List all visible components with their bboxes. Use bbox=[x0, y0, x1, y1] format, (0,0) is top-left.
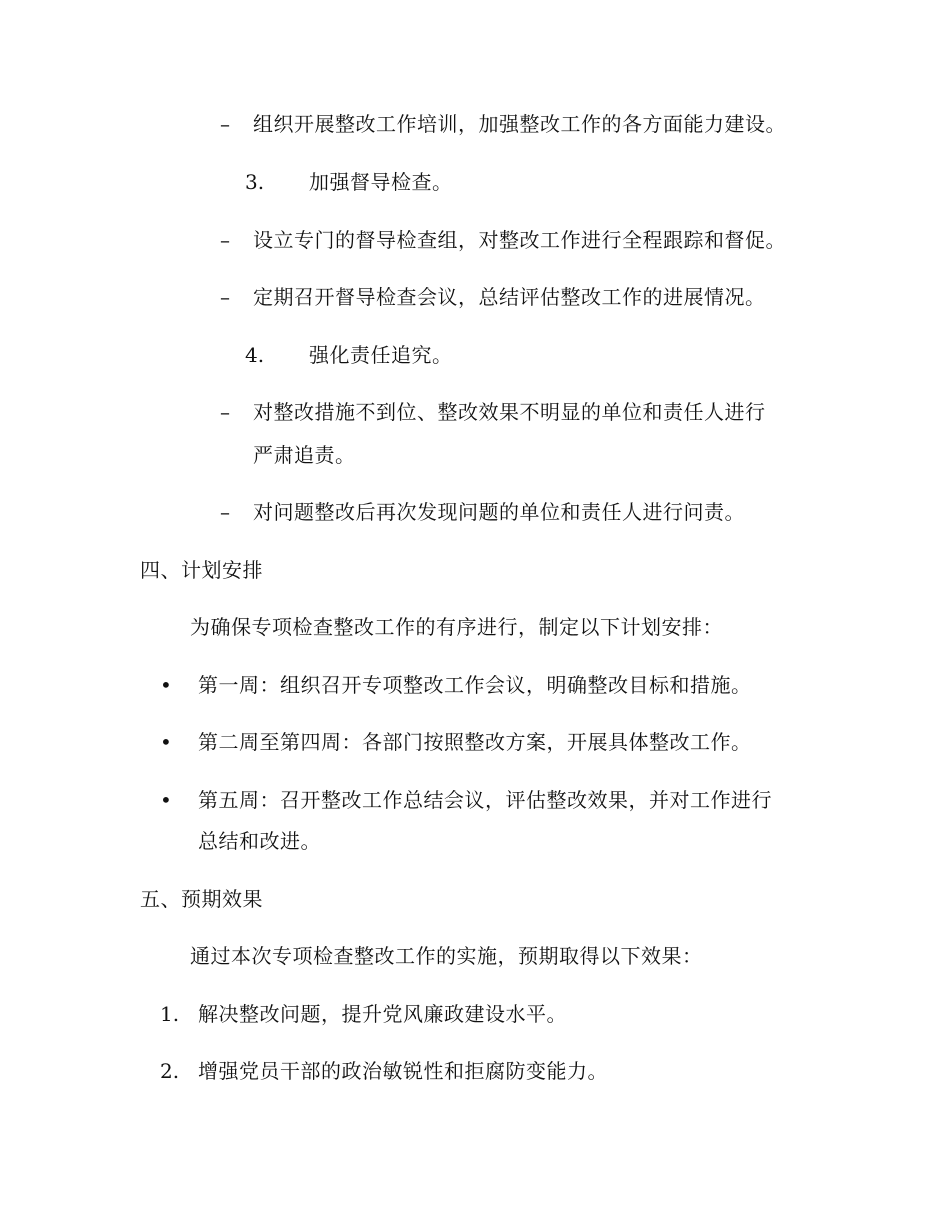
list-item-inspection-group: 设立专门的督导检查组，对整改工作进行全程跟踪和督促。 bbox=[253, 228, 786, 252]
list-item-training: 组织开展整改工作培训，加强整改工作的各方面能力建设。 bbox=[253, 112, 786, 136]
paragraph-plan-intro: 为确保专项检查整改工作的有序进行，制定以下计划安排： bbox=[190, 615, 723, 639]
list-item-accountability-line1: 对整改措施不到位、整改效果不明显的单位和责任人进行 bbox=[253, 400, 766, 424]
bullet: • bbox=[160, 788, 172, 812]
list-dash: – bbox=[220, 112, 230, 136]
plan-item-week5-line1: 第五周：召开整改工作总结会议，评估整改效果，并对工作进行 bbox=[198, 788, 772, 812]
plan-item-week5-line2: 总结和改进。 bbox=[198, 829, 321, 853]
section-heading-plan: 四、计划安排 bbox=[140, 558, 263, 582]
list-item-inspection-meeting: 定期召开督导检查会议，总结评估整改工作的进展情况。 bbox=[253, 285, 766, 309]
bullet: • bbox=[160, 730, 172, 754]
bullet: • bbox=[160, 673, 172, 697]
list-number: 4. bbox=[245, 343, 265, 367]
plan-item-week2-4: 第二周至第四周：各部门按照整改方案，开展具体整改工作。 bbox=[198, 730, 752, 754]
list-dash: – bbox=[220, 285, 230, 309]
subheading-supervision: 加强督导检查。 bbox=[309, 170, 453, 194]
subheading-accountability: 强化责任追究。 bbox=[309, 343, 453, 367]
paragraph-expected-intro: 通过本次专项检查整改工作的实施，预期取得以下效果： bbox=[190, 944, 703, 968]
effect-item-2: 增强党员干部的政治敏锐性和拒腐防变能力。 bbox=[198, 1059, 608, 1083]
list-dash: – bbox=[220, 400, 230, 424]
plan-item-week1: 第一周：组织召开专项整改工作会议，明确整改目标和措施。 bbox=[198, 673, 752, 697]
list-item-accountability-line2: 严肃追责。 bbox=[253, 443, 356, 467]
list-item-reissue-accountability: 对问题整改后再次发现问题的单位和责任人进行问责。 bbox=[253, 500, 745, 524]
list-number: 2. bbox=[160, 1059, 180, 1083]
list-dash: – bbox=[220, 500, 230, 524]
list-number: 1. bbox=[160, 1002, 180, 1026]
list-number: 3. bbox=[245, 170, 265, 194]
effect-item-1: 解决整改问题，提升党风廉政建设水平。 bbox=[198, 1002, 567, 1026]
section-heading-expected: 五、预期效果 bbox=[140, 887, 263, 911]
list-dash: – bbox=[220, 228, 230, 252]
